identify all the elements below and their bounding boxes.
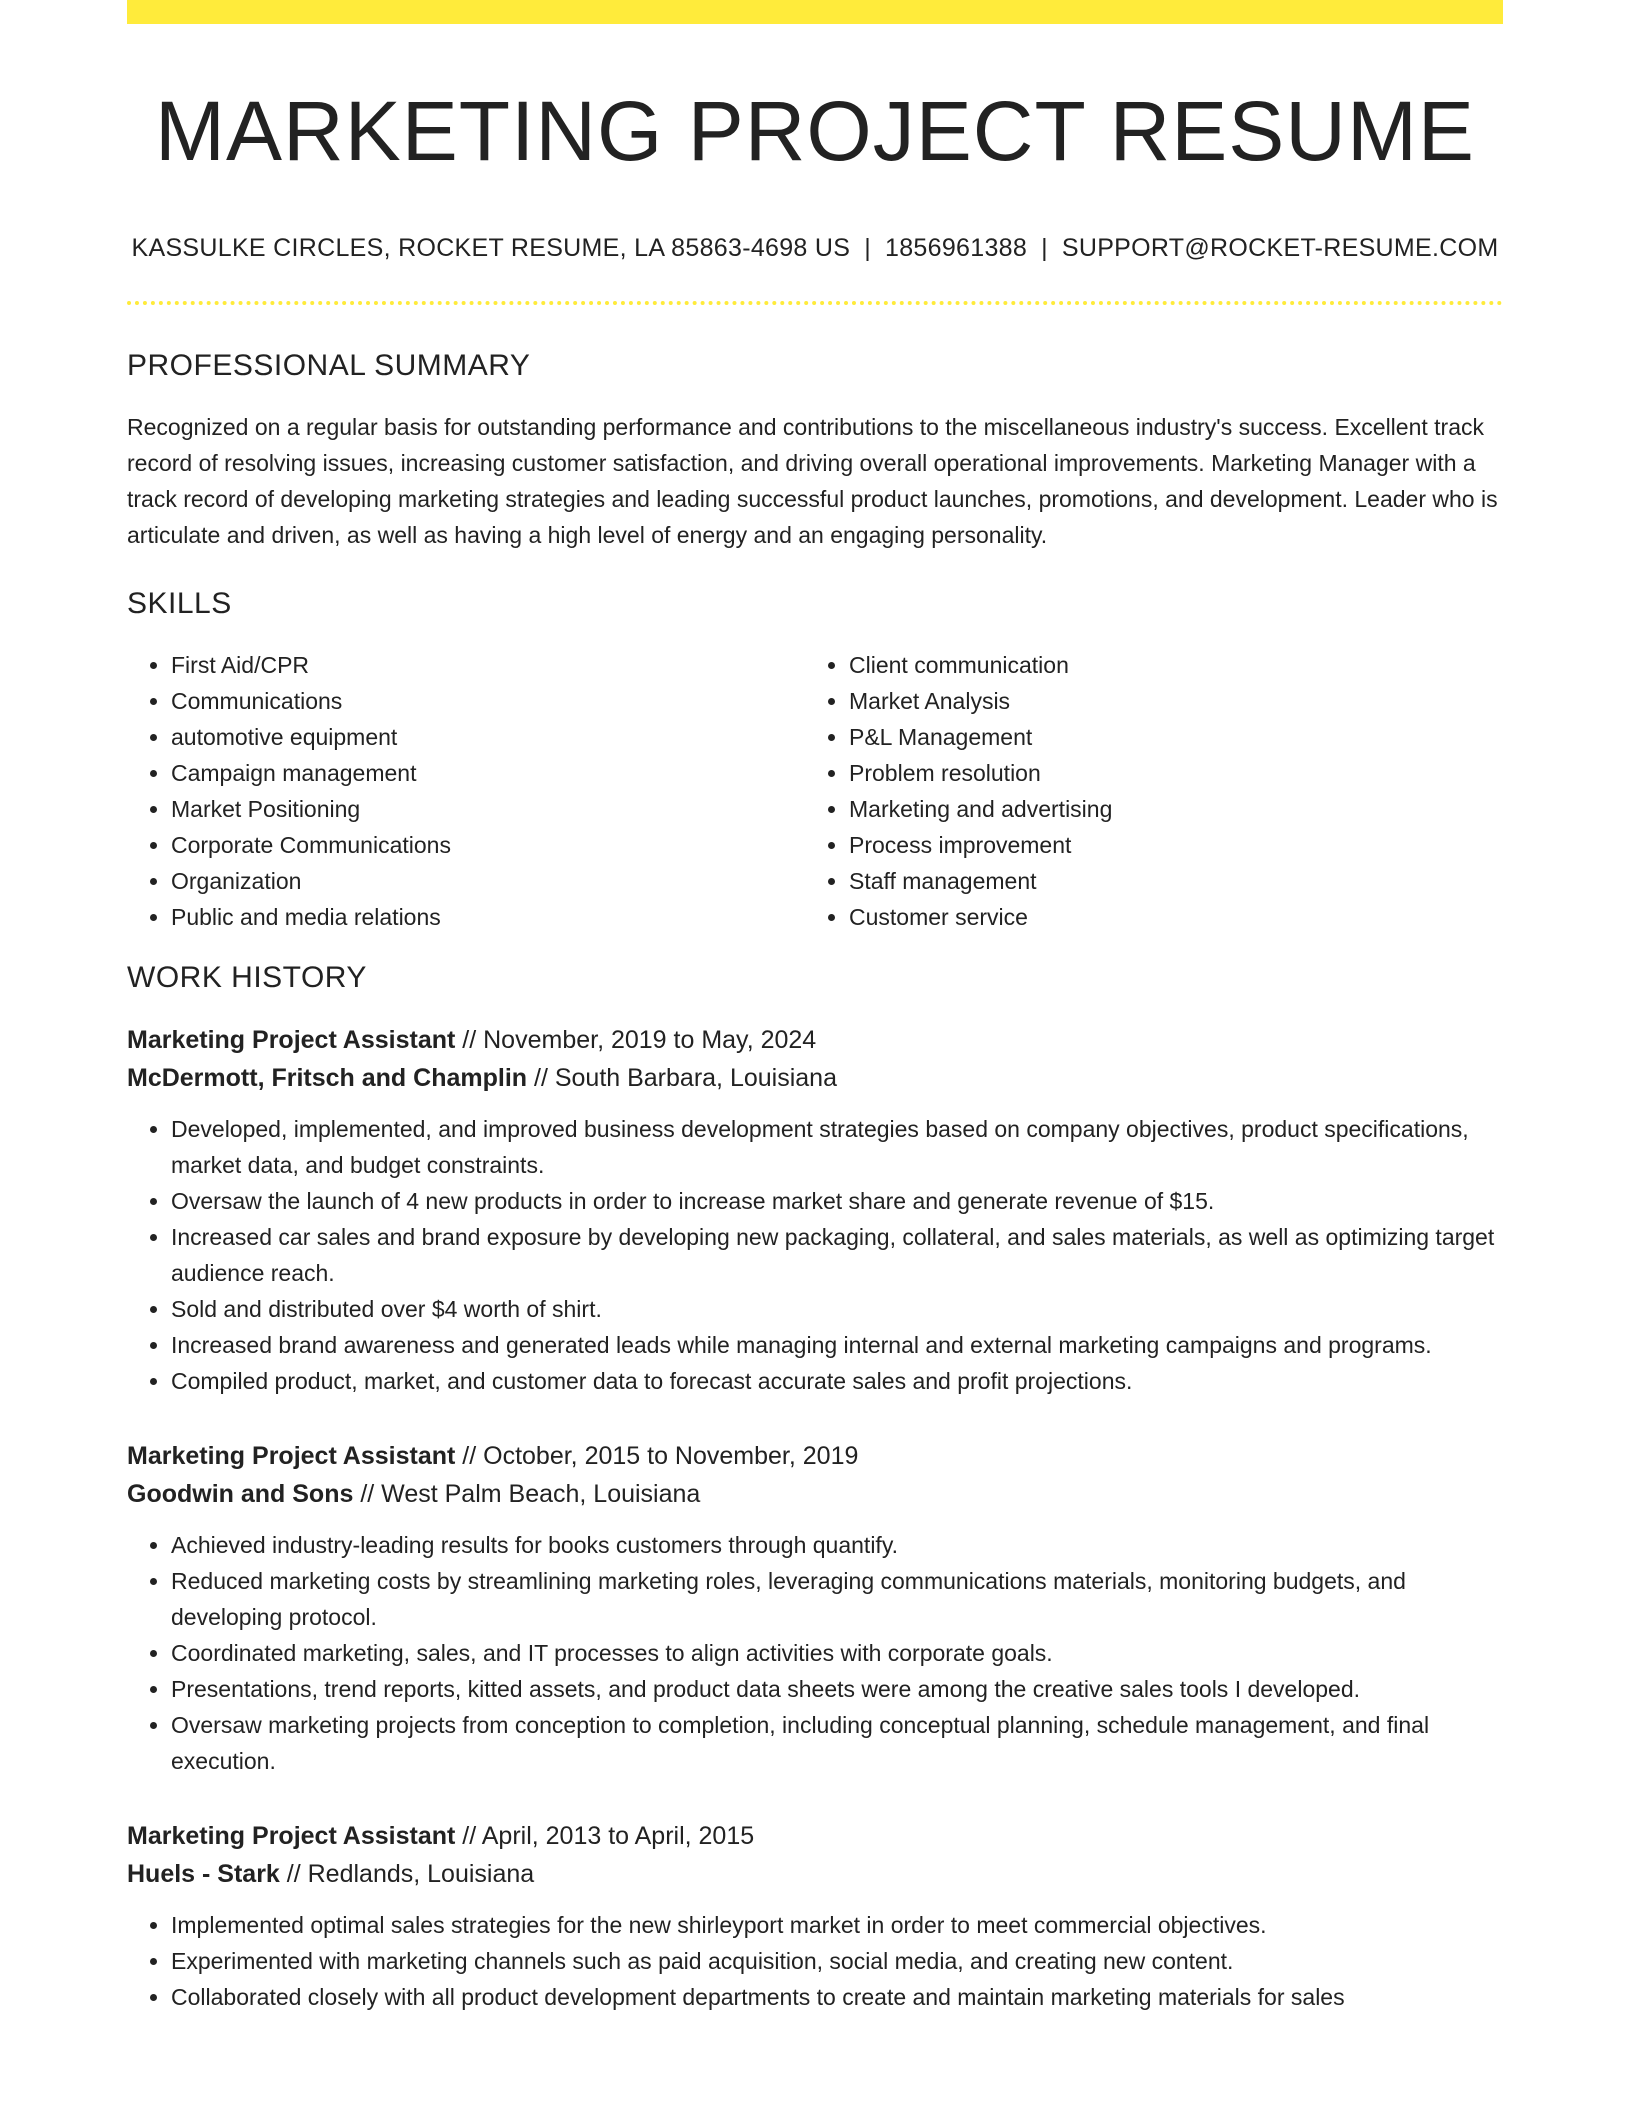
job-bullet: • Implemented optimal sales strategies for the new shirleyport market in order to meet commercial objectives.: [171, 1907, 1503, 1943]
skill-item: • Communications: [171, 683, 805, 719]
job-company: McDermott, Fritsch and Champlin: [127, 1063, 528, 1092]
job-entry: [127, 1437, 1503, 1779]
contact-line: [127, 234, 1503, 263]
job-title: Marketing Project Assistant: [127, 1025, 456, 1054]
resume-title: MARKETING PROJECT RESUME: [155, 84, 1475, 178]
job-entry: [127, 1817, 1503, 2015]
job-dates: // November, 2019 to May, 2024: [455, 1025, 817, 1054]
job-bullet: • Presentations, trend reports, kitted assets, and product data sheets were among the creative sales tools I developed.: [171, 1671, 1503, 1707]
skills-list-right: [805, 647, 1483, 935]
skill-item: • Campaign management: [171, 755, 805, 791]
contact-email: SUPPORT@ROCKET-RESUME.COM: [1061, 233, 1499, 262]
job-entry: [127, 1021, 1503, 1399]
job-location: // South Barbara, Louisiana: [527, 1063, 837, 1092]
job-title-line: [127, 1437, 1503, 1475]
skill-item: • Marketing and advertising: [849, 791, 1483, 827]
job-bullets: [127, 1907, 1503, 2015]
skill-item: • P&L Management: [849, 719, 1483, 755]
summary-heading: PROFESSIONAL SUMMARY: [127, 348, 531, 382]
resume-page: [127, 0, 1503, 2015]
work-history-heading: WORK HISTORY: [127, 960, 367, 994]
skill-item: • Corporate Communications: [171, 827, 805, 863]
skill-item: • Market Analysis: [849, 683, 1483, 719]
job-bullet: • Compiled product, market, and customer data to forecast accurate sales and profit projections.: [171, 1363, 1503, 1399]
job-bullet: • Oversaw marketing projects from conception to completion, including conceptual planning, schedule management, and final execution.: [171, 1707, 1503, 1779]
skill-item: • Problem resolution: [849, 755, 1483, 791]
job-company-line: [127, 1475, 1503, 1513]
skill-item: • Public and media relations: [171, 899, 805, 935]
job-title-line: [127, 1817, 1503, 1855]
job-bullet: • Sold and distributed over $4 worth of shirt.: [171, 1291, 1503, 1327]
skill-item: • Customer service: [849, 899, 1483, 935]
job-bullet: • Experimented with marketing channels such as paid acquisition, social media, and creating new content.: [171, 1943, 1503, 1979]
job-bullet: • Oversaw the launch of 4 new products in order to increase market share and generate revenue of $15.: [171, 1183, 1503, 1219]
skill-item: • Market Positioning: [171, 791, 805, 827]
job-bullets: [127, 1527, 1503, 1779]
job-bullet: • Coordinated marketing, sales, and IT processes to align activities with corporate goals.: [171, 1635, 1503, 1671]
job-company: Huels - Stark: [127, 1859, 280, 1888]
job-bullet: • Developed, implemented, and improved business development strategies based on company objectives, product specifications, market data, and budget constraints.: [171, 1111, 1503, 1183]
job-bullet: • Increased car sales and brand exposure by developing new packaging, collateral, and sales materials, as well as optimizing target audience reach.: [171, 1219, 1503, 1291]
skill-item: • Staff management: [849, 863, 1483, 899]
job-company-line: [127, 1855, 1503, 1893]
summary-text: Recognized on a regular basis for outstanding performance and contributions to the miscellaneous industry's success. Excellent track record of resolving issues, increasing customer satisfaction, and driving overall operational improvements. Marketing Manager with a track record of developing marketing strategies and leading successful product launches, promotions, and development. Leader who is articulate and driven, as well as having a high level of energy and an engaging personality.: [127, 413, 1498, 548]
dotted-divider: [127, 301, 1503, 305]
job-dates: // April, 2013 to April, 2015: [455, 1821, 755, 1850]
contact-phone: 1856961388: [885, 233, 1028, 262]
skills-heading: SKILLS: [127, 586, 232, 620]
skills-columns: [127, 647, 1503, 935]
contact-address: KASSULKE CIRCLES, ROCKET RESUME, LA 85863-4698 US: [131, 233, 851, 262]
job-company: Goodwin and Sons: [127, 1479, 354, 1508]
job-location: // West Palm Beach, Louisiana: [353, 1479, 701, 1508]
job-bullet: • Increased brand awareness and generated leads while managing internal and external marketing campaigns and programs.: [171, 1327, 1503, 1363]
job-bullet: • Collaborated closely with all product development departments to create and maintain marketing materials for sales: [171, 1979, 1503, 2015]
skill-item: • Client communication: [849, 647, 1483, 683]
job-title-line: [127, 1021, 1503, 1059]
job-title: Marketing Project Assistant: [127, 1441, 456, 1470]
accent-top-bar: [127, 0, 1503, 24]
contact-separator: |: [1041, 233, 1048, 262]
job-bullet: • Achieved industry-leading results for books customers through quantify.: [171, 1527, 1503, 1563]
job-bullet: • Reduced marketing costs by streamlining marketing roles, leveraging communications materials, monitoring budgets, and developing protocol.: [171, 1563, 1503, 1635]
job-dates: // October, 2015 to November, 2019: [455, 1441, 859, 1470]
job-title: Marketing Project Assistant: [127, 1821, 456, 1850]
skill-item: • Process improvement: [849, 827, 1483, 863]
skill-item: • First Aid/CPR: [171, 647, 805, 683]
contact-separator: |: [864, 233, 872, 262]
job-company-line: [127, 1059, 1503, 1097]
skills-list-left: [127, 647, 805, 935]
job-location: // Redlands, Louisiana: [279, 1859, 535, 1888]
skill-item: • Organization: [171, 863, 805, 899]
skill-item: • automotive equipment: [171, 719, 805, 755]
job-bullets: [127, 1111, 1503, 1399]
